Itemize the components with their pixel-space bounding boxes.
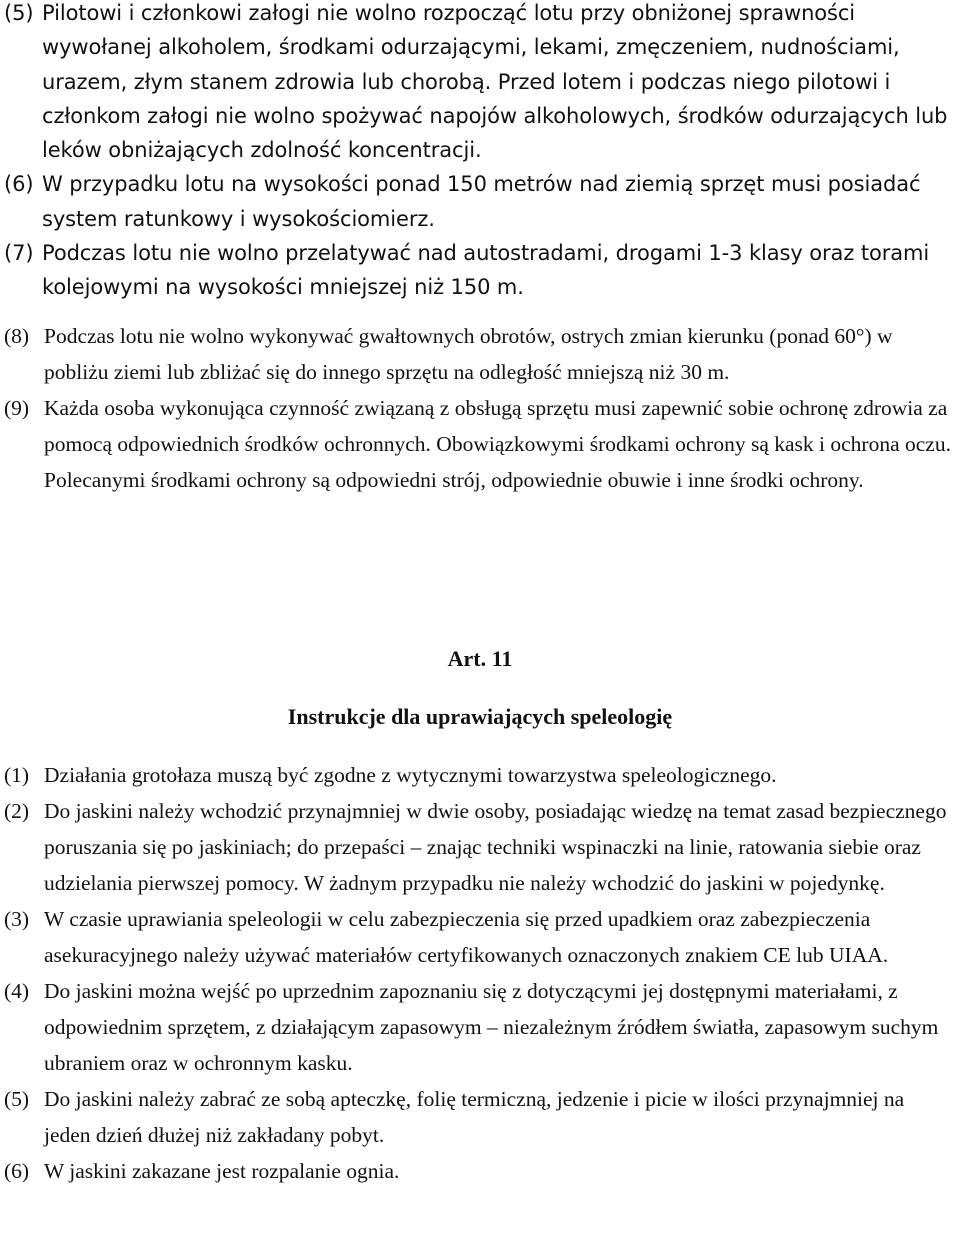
list-item [0, 0, 960, 167]
art10-section-serif [0, 318, 960, 498]
item-text: W jaskini zakazane jest rozpalanie ognia. [44, 1159, 400, 1183]
item-text: Do jaskini należy wchodzić przynajmniej w dwie osoby, posiadając wiedzę na temat zasad bezpiecznego poruszania się po jaskiniach; do przepaści – znając techniki wspinaczki na linie, ratowania siebie oraz udzielania pierwszej pomocy. W żadnym przypadku nie należy wchodzić do jaskini w pojedynkę. [44, 799, 947, 895]
item-text: Do jaskini można wejść po uprzednim zapoznaniu się z dotyczącymi jej dostępnymi materiałami, z odpowiednim sprzętem, z działającym zapasowym – niezależnym źródłem światła, zapasowym suchym ubraniem oraz w ochronnym kasku. [44, 979, 939, 1075]
list-item [0, 390, 960, 498]
list-item [0, 167, 960, 236]
item-text: Pilotowi i członkowi załogi nie wolno rozpocząć lotu przy obniżonej sprawności wywołanej alkoholem, środkami odurzającymi, lekami, zmęczeniem, nudnościami, urazem, złym stanem zdrowia lub chorobą. Przed lotem i podczas niego pilotowi i członkom załogi nie wolno spożywać napojów alkoholowych, środków odurzających lub leków obniżających zdolność koncentracji. [42, 1, 948, 163]
list-item [0, 1153, 960, 1189]
item-number: (6) [4, 172, 34, 197]
item-number: (7) [4, 241, 34, 266]
list-item [0, 901, 960, 973]
article-title: Instrukcje dla uprawiających speleologię [287, 704, 673, 729]
item-text: Do jaskini należy zabrać ze sobą apteczkę, folię termiczną, jedzenie i picie w ilości przynajmniej na jeden dzień dłużej niż zakładany pobyt. [44, 1087, 905, 1147]
article-number: Art. 11 [447, 646, 513, 671]
art10-section-sans [0, 0, 960, 305]
item-text: W czasie uprawiania speleologii w celu zabezpieczenia się przed upadkiem oraz zabezpieczenia asekuracyjnego należy używać materiałów certyfikowanych oznaczonych znakiem CE lub UIAA. [44, 907, 889, 967]
list-item [0, 236, 960, 305]
list-item [0, 793, 960, 901]
list-item [0, 318, 960, 390]
item-number: (8) [4, 324, 30, 348]
list-item [0, 1081, 960, 1153]
list-item [0, 757, 960, 793]
art11-section [0, 757, 960, 1189]
item-number: (5) [4, 1, 34, 25]
item-number: (3) [4, 907, 30, 931]
item-number: (9) [4, 396, 30, 420]
item-text: Każda osoba wykonująca czynność związaną z obsługą sprzętu musi zapewnić sobie ochronę zdrowia za pomocą odpowiednich środków ochronnych. Obowiązkowymi środkami ochrony są kask i ochrona oczu. Polecanymi środkami ochrony są odpowiedni strój, odpowiednie obuwie i inne środki ochrony. [44, 396, 951, 492]
item-number: (1) [4, 763, 30, 787]
item-number: (2) [4, 799, 30, 823]
item-number: (5) [4, 1087, 30, 1111]
list-item [0, 973, 960, 1081]
item-number: (6) [4, 1159, 30, 1183]
item-number: (4) [4, 979, 30, 1003]
item-text: Działania grotołaza muszą być zgodne z wytycznymi towarzystwa speleologicznego. [44, 763, 777, 787]
item-text: Podczas lotu nie wolno przelatywać nad autostradami, drogami 1-3 klasy oraz torami kolejowymi na wysokości mniejszej niż 150 m. [42, 241, 930, 300]
item-text: Podczas lotu nie wolno wykonywać gwałtownych obrotów, ostrych zmian kierunku (ponad 60°) w pobliżu ziemi lub zbliżać się do innego sprzętu na odległość mniejszą niż 30 m. [44, 324, 893, 384]
item-text: W przypadku lotu na wysokości ponad 150 metrów nad ziemią sprzęt musi posiadać system ratunkowy i wysokościomierz. [42, 172, 921, 231]
